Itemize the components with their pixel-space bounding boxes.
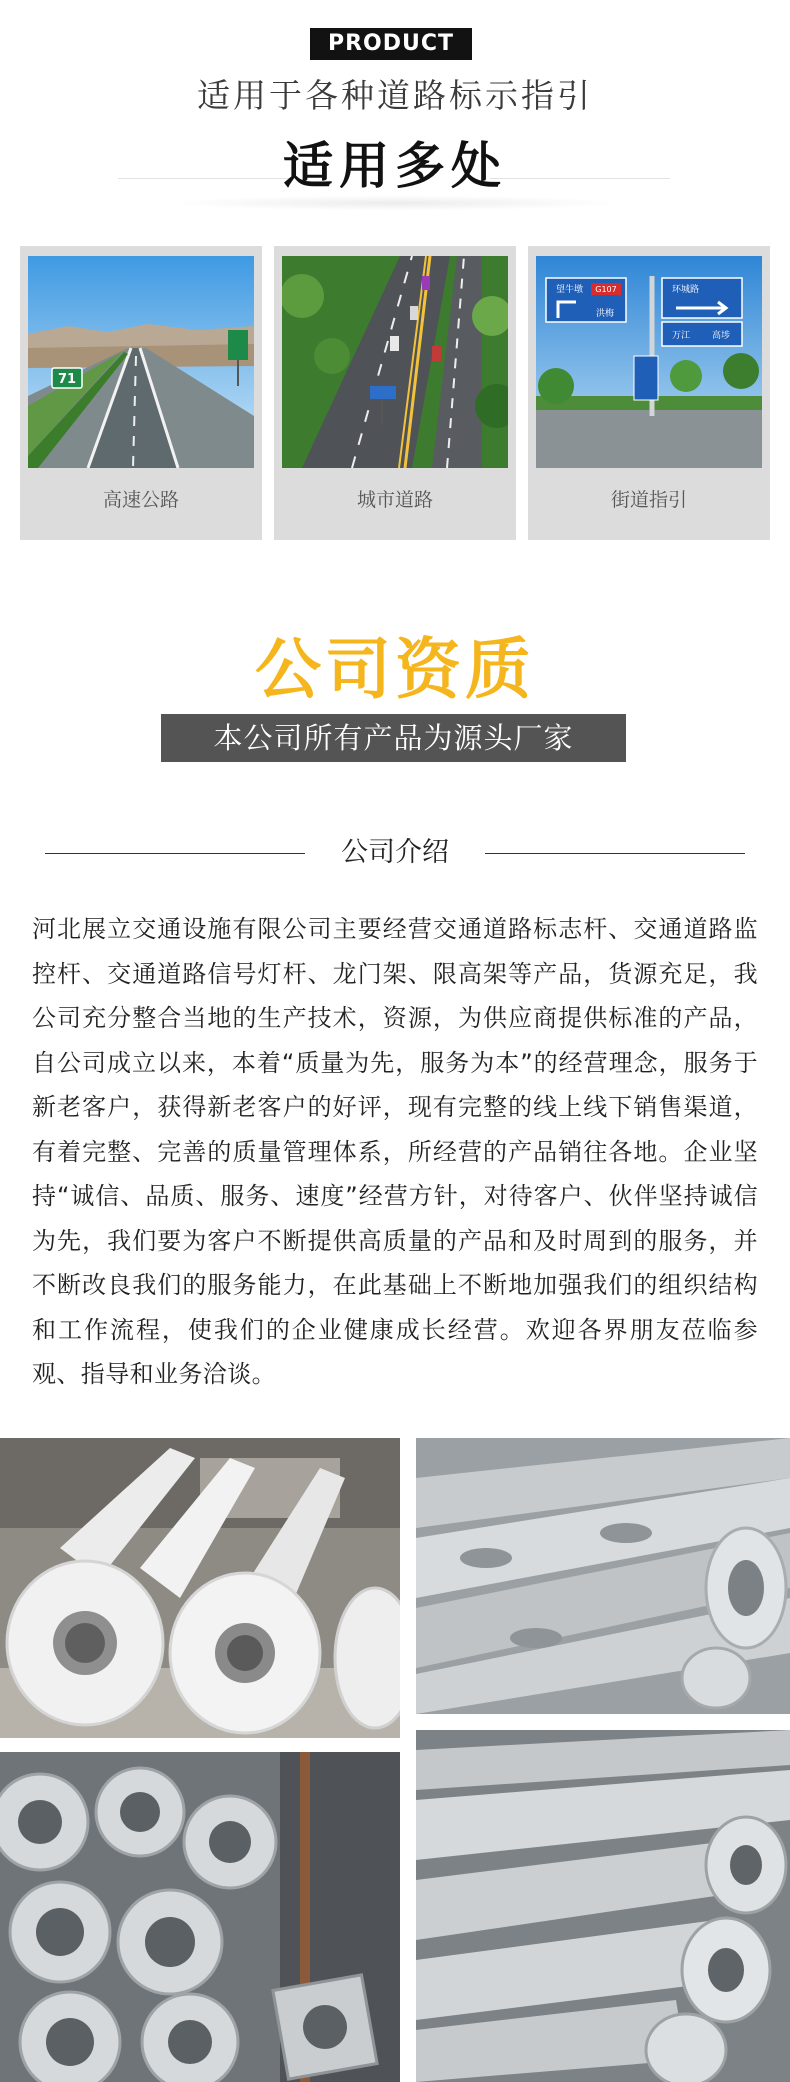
title-shadow [180, 196, 610, 210]
application-card-street-guide [528, 246, 770, 540]
street-guide-photo [536, 256, 762, 468]
sign-text-3: 环城路 [672, 285, 700, 295]
intro-divider-left [45, 853, 305, 854]
product-photo-galvanized-poles [416, 1730, 790, 2082]
application-label: 街道指引 [610, 489, 687, 511]
highway-sign-number: 71 [57, 372, 77, 387]
application-label: 城市道路 [356, 489, 433, 511]
intro-divider-right [485, 853, 745, 854]
application-label: 高速公路 [102, 489, 179, 511]
product-photo-galvanized-flanges [0, 1752, 400, 2082]
application-card-city-road [274, 246, 516, 540]
sign-text-5: 万江 [672, 331, 691, 341]
section-title: 适用多处 [283, 137, 507, 195]
qualification-banner: 本公司所有产品为源头厂家 [161, 714, 626, 762]
intro-heading: 公司介绍 [341, 837, 449, 868]
application-card-highway [20, 246, 262, 540]
product-tag: PRODUCT [310, 28, 472, 60]
sign-text-6: 高埗 [712, 331, 731, 341]
product-photo-silver-poles [416, 1438, 790, 1714]
qualification-title: 公司资质 [255, 631, 535, 708]
sign-text-2: G107 [595, 285, 617, 294]
intro-paragraph: 河北展立交通设施有限公司主要经营交通道路标志杆、交通道路监控杆、交通道路信号灯杆、龙门架、限高架等产品，货源充足，我公司充分整合当地的生产技术，资源，为供应商提供标准的产品，自公司成立以来，本着“质量为先，服务为本”的经营理念，服务于新老客户，获得新老客户的好评，现有完整的线上线下销售渠道，有着完整、完善的质量管理体系，所经营的产品销往各地。企业坚持“诚信、品质、服务、速度”经营方针，对待客户、伙伴坚持诚信为先，我们要为客户不断提供高质量的产品和及时周到的服务，并不断改良我们的服务能力，在此基础上不断地加强我们的组织结构和工作流程，使我们的企业健康成长经营。欢迎各界朋友莅临参观、指导和业务洽谈。 [32, 915, 758, 1388]
city-road-photo [282, 256, 508, 468]
sign-text-4: 洪梅 [596, 309, 615, 319]
section-subtitle: 适用于各种道路标示指引 [197, 76, 593, 115]
product-photo-white-poles [0, 1438, 400, 1738]
sign-text-1: 望牛墩 [556, 285, 584, 295]
highway-photo [28, 256, 254, 468]
